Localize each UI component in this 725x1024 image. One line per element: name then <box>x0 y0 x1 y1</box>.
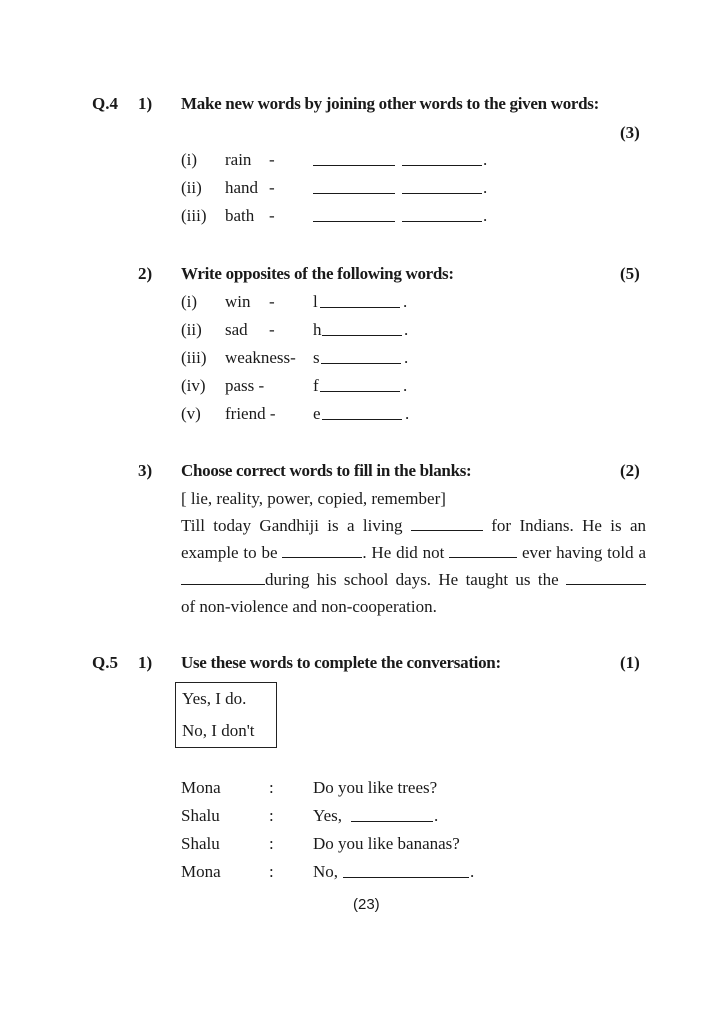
given-word: friend - <box>225 404 276 423</box>
answer-blank[interactable] <box>282 543 362 558</box>
dialogue-text: No, <box>313 862 339 881</box>
given-word: sad <box>225 320 248 339</box>
answer-blank[interactable] <box>402 179 482 194</box>
word-box-option: No, I don't <box>182 721 255 740</box>
paragraph-line <box>181 566 646 593</box>
paragraph-text: ever having told a <box>522 543 646 562</box>
question-label-q5: Q.5 <box>92 653 118 672</box>
part-title: Make new words by joining other words to the given words: <box>181 94 599 113</box>
part-number: 1) <box>138 653 153 672</box>
paragraph-line <box>181 539 646 566</box>
roman-numeral: (ii) <box>181 320 202 339</box>
answer-blank[interactable] <box>321 349 401 364</box>
paragraph-text: Till today Gandhiji is a living <box>181 516 403 535</box>
hint-letter: h <box>313 320 322 339</box>
answer-blank[interactable] <box>181 570 265 585</box>
marks: (2) <box>620 461 640 480</box>
given-word: pass - <box>225 376 265 395</box>
answer-blank[interactable] <box>313 179 395 194</box>
part-number: 1) <box>138 94 153 113</box>
speaker: Mona <box>181 778 221 797</box>
given-word: hand <box>225 178 259 197</box>
part-title: Choose correct words to fill in the blanks: <box>181 461 472 480</box>
roman-numeral: (iii) <box>181 206 207 225</box>
part-title: Write opposites of the following words: <box>181 264 454 283</box>
dialogue-text: Do you like trees? <box>313 778 438 797</box>
separator: - <box>269 320 275 339</box>
word-options: [ lie, reality, power, copied, remember] <box>181 489 446 508</box>
separator: - <box>269 178 275 197</box>
colon: : <box>269 778 274 797</box>
roman-numeral: (i) <box>181 292 198 311</box>
given-word: win <box>225 292 251 311</box>
separator: - <box>269 206 275 225</box>
given-word: weakness- <box>225 348 296 367</box>
dialogue-text: Do you like bananas? <box>313 834 460 853</box>
hint-letter: e <box>313 404 321 423</box>
period: . <box>403 292 408 311</box>
given-word: bath <box>225 206 255 225</box>
roman-numeral: (iv) <box>181 376 206 395</box>
answer-blank[interactable] <box>320 377 400 392</box>
question-label-q4: Q.4 <box>92 94 118 113</box>
paragraph-text: during his school days. He taught us the <box>265 570 559 589</box>
period: . <box>483 206 488 225</box>
answer-blank[interactable] <box>313 207 395 222</box>
period: . <box>434 806 439 825</box>
given-word: rain <box>225 150 252 169</box>
hint-letter: s <box>313 348 320 367</box>
word-box <box>175 682 277 748</box>
colon: : <box>269 862 274 881</box>
speaker: Shalu <box>181 834 220 853</box>
paragraph-text: of non-violence and non-cooperation. <box>181 597 437 616</box>
page-number: (23) <box>353 896 380 913</box>
answer-blank[interactable] <box>322 321 402 336</box>
period: . <box>404 348 409 367</box>
roman-numeral: (v) <box>181 404 201 423</box>
answer-blank[interactable] <box>322 405 402 420</box>
marks: (5) <box>620 264 640 283</box>
period: . <box>483 178 488 197</box>
answer-blank[interactable] <box>351 807 433 822</box>
separator: - <box>269 150 275 169</box>
answer-blank[interactable] <box>402 151 482 166</box>
answer-blank[interactable] <box>320 293 400 308</box>
speaker: Mona <box>181 862 221 881</box>
paragraph-text: for Indians. He is an <box>491 516 647 535</box>
period: . <box>404 320 409 339</box>
period: . <box>483 150 488 169</box>
part-number: 2) <box>138 264 153 283</box>
word-box-option: Yes, I do. <box>182 689 247 708</box>
roman-numeral: (ii) <box>181 178 202 197</box>
separator: - <box>269 292 275 311</box>
roman-numeral: (i) <box>181 150 198 169</box>
period: . <box>405 404 410 423</box>
paragraph-line <box>181 593 646 620</box>
hint-letter: l <box>313 292 318 311</box>
part-title: Use these words to complete the conversation: <box>181 653 501 672</box>
answer-blank[interactable] <box>411 516 483 531</box>
paragraph-text: example to be <box>181 543 278 562</box>
hint-letter: f <box>313 376 319 395</box>
answer-blank[interactable] <box>402 207 482 222</box>
answer-blank[interactable] <box>566 570 646 585</box>
colon: : <box>269 806 274 825</box>
dialogue-text: Yes, <box>313 806 342 825</box>
marks: (3) <box>620 123 640 142</box>
paragraph-text: . He did not <box>362 543 445 562</box>
marks: (1) <box>620 653 640 672</box>
period: . <box>470 862 475 881</box>
speaker: Shalu <box>181 806 220 825</box>
answer-blank[interactable] <box>343 863 469 878</box>
period: . <box>403 376 408 395</box>
roman-numeral: (iii) <box>181 348 207 367</box>
answer-blank[interactable] <box>449 543 517 558</box>
part-number: 3) <box>138 461 153 480</box>
answer-blank[interactable] <box>313 151 395 166</box>
paragraph-line <box>181 512 646 539</box>
colon: : <box>269 834 274 853</box>
